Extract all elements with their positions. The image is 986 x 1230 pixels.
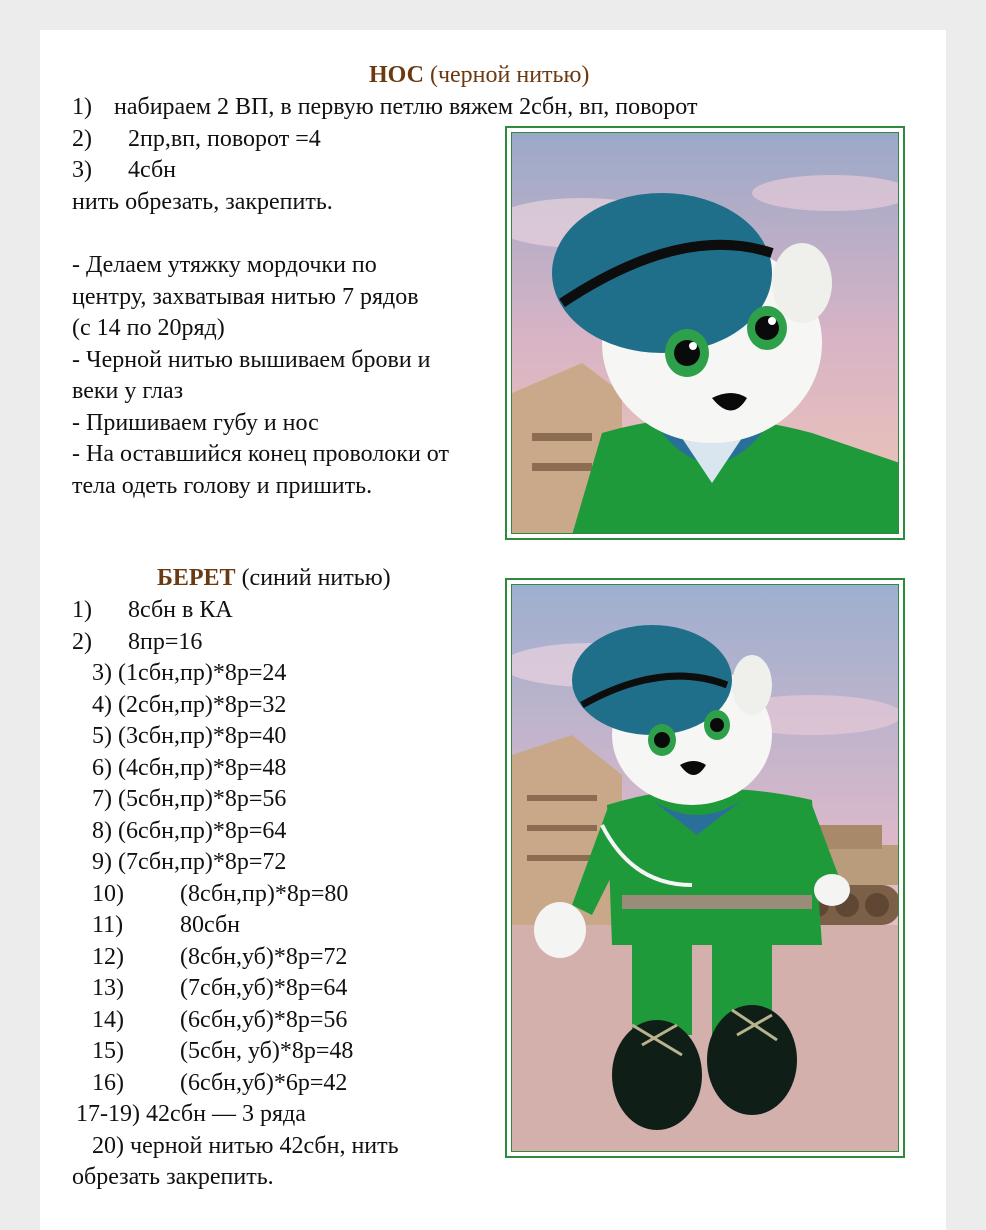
list-item: 12) (8сбн,уб)*8р=72	[92, 943, 348, 970]
list-item: 3) (1сбн,пр)*8р=24	[92, 660, 287, 686]
list-item: 3) 4сбн	[72, 157, 176, 183]
list-item: 15) (5сбн, уб)*8р=48	[92, 1038, 354, 1064]
note-line: тела одеть голову и пришить.	[72, 472, 373, 499]
list-item: 2) 2пр,вп, поворот =4	[72, 125, 321, 152]
nose-title: НОС	[369, 62, 424, 88]
list-item: 7) (5сбн,пр)*8р=56	[92, 786, 287, 812]
toy-head-illustration	[512, 133, 899, 534]
list-item: 5) (3сбн,пр)*8р=40	[92, 723, 287, 749]
note-line: - Делаем утяжку мордочки по	[72, 252, 377, 278]
nose-finish: нить обрезать, закрепить.	[72, 188, 333, 215]
beret-title: БЕРЕТ	[157, 565, 236, 591]
nose-notes	[72, 250, 449, 502]
list-item: 2) 8пр=16	[72, 628, 203, 655]
list-item: 10) (8сбн,пр)*8р=80	[92, 880, 349, 907]
toy-full-photo	[505, 578, 905, 1158]
nose-subtitle: (черной нитью)	[429, 62, 590, 88]
note-line: - Пришиваем губу и нос	[72, 409, 319, 436]
beret-rows	[72, 595, 399, 1194]
nose-heading	[369, 62, 589, 89]
list-item: 20) черной нитью 42сбн, нить	[92, 1132, 399, 1159]
list-item: 6) (4сбн,пр)*8р=48	[92, 754, 287, 781]
beret-subtitle: (синий нитью)	[241, 565, 391, 591]
list-item: 13) (7сбн,уб)*8р=64	[92, 975, 348, 1001]
list-item: 8) (6сбн,пр)*8р=64	[92, 817, 287, 844]
list-item-continued: обрезать закрепить.	[72, 1164, 274, 1190]
note-line: центру, захватывая нитью 7 рядов	[72, 283, 419, 310]
document-page	[40, 30, 946, 1230]
list-item: 9) (7сбн,пр)*8р=72	[92, 849, 287, 875]
list-item: 1) 8сбн в КА	[72, 597, 233, 623]
list-item: 11) 80сбн	[92, 912, 240, 938]
beret-heading	[157, 565, 391, 592]
list-item: 14) (6сбн,уб)*8р=56	[92, 1006, 348, 1033]
list-item: 4) (2сбн,пр)*8р=32	[92, 691, 287, 718]
toy-head-photo	[505, 126, 905, 540]
note-line: веки у глаз	[72, 378, 184, 404]
list-item: 16) (6сбн,уб)*6р=42	[92, 1069, 348, 1096]
list-item: 1) набираем 2 ВП, в первую петлю вяжем 2сбн, вп, поворот	[72, 94, 698, 120]
list-item: 17-19) 42сбн — 3 ряда	[76, 1101, 306, 1127]
note-line: - На оставшийся конец проволоки от	[72, 441, 449, 467]
note-line: - Черной нитью вышиваем брови и	[72, 346, 431, 373]
note-line: (с 14 по 20ряд)	[72, 315, 225, 341]
toy-full-illustration	[512, 585, 899, 1152]
